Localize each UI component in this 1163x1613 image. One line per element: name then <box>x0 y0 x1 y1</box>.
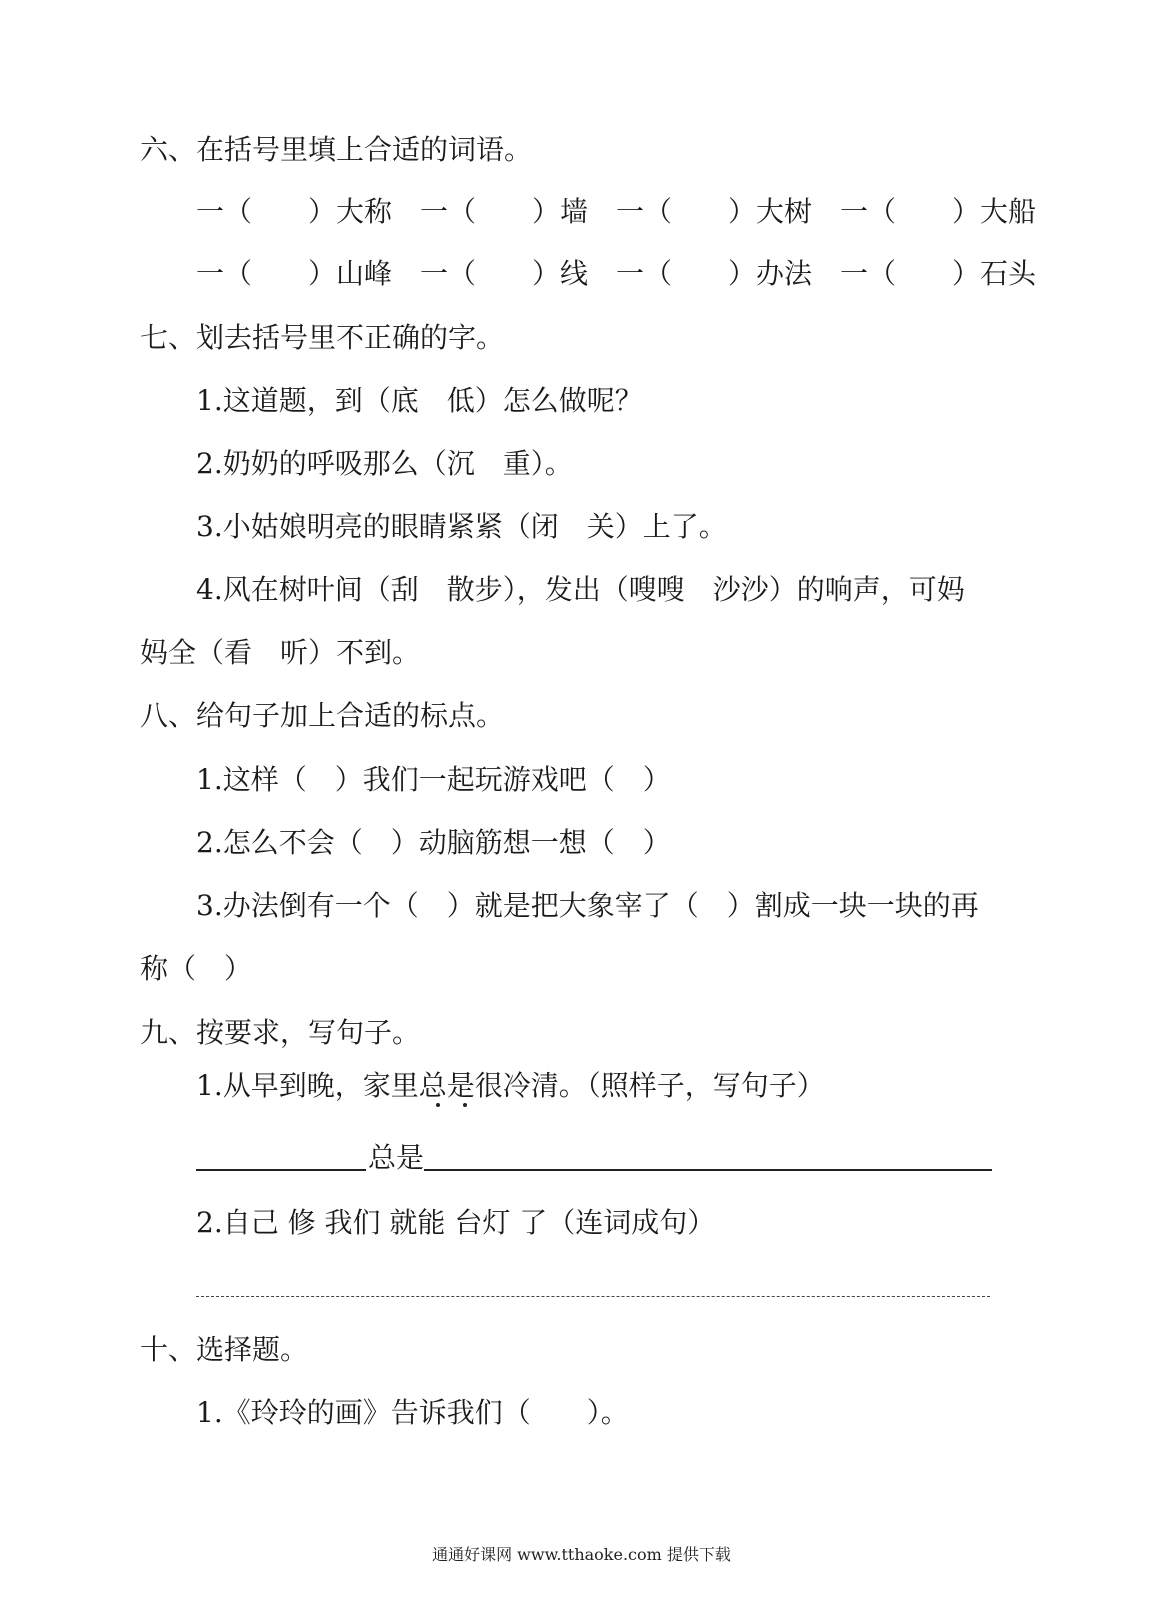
section-7-question-2: 2.奶奶的呼吸那么（沉 重）。 <box>196 447 573 480</box>
emphasis-dot <box>436 1103 440 1107</box>
section-9-title: 九、按要求，写句子。 <box>140 1016 421 1049</box>
section-7-question-3: 3.小姑娘明亮的眼睛紧紧（闭 关）上了。 <box>196 510 727 543</box>
section-8-question-1: 1.这样（ ）我们一起玩游戏吧（ ） <box>196 763 671 796</box>
section-10-title: 十、选择题。 <box>140 1333 309 1366</box>
answer-blank-left[interactable] <box>196 1169 366 1171</box>
section-7-title: 七、划去括号里不正确的字。 <box>140 321 505 354</box>
section-6-row-1: 一（ ）大称 一（ ）墙 一（ ）大树 一（ ）大船 <box>196 195 1037 228</box>
section-8-question-2: 2.怎么不会（ ）动脑筋想一想（ ） <box>196 826 671 859</box>
section-9-question-2: 2.自己 修 我们 就能 台灯 了（连词成句） <box>196 1206 716 1239</box>
section-9-question-1: 1.从早到晚，家里总是很冷清。（照样子，写句子） <box>196 1069 825 1102</box>
answer-keyword: 总是 <box>368 1141 425 1174</box>
footer-text: 通通好课网 www.tthaoke.com 提供下载 <box>432 1545 731 1564</box>
section-7-question-1: 1.这道题，到（底 低）怎么做呢？ <box>196 384 643 417</box>
section-8-question-3-line-1: 3.办法倒有一个（ ）就是把大象宰了（ ）割成一块一块的再 <box>196 889 979 922</box>
section-6-title: 六、在括号里填上合适的词语。 <box>140 133 533 166</box>
section-7-question-4-line-1: 4.风在树叶间（刮 散步），发出（嗖嗖 沙沙）的响声，可妈 <box>196 573 965 606</box>
answer-line[interactable] <box>196 1296 990 1297</box>
section-8-question-3-line-2: 称（ ） <box>140 952 253 985</box>
section-10-question-1: 1.《玲玲的画》告诉我们（ ）。 <box>196 1396 629 1429</box>
emphasis-dot <box>463 1103 467 1107</box>
section-8-title: 八、给句子加上合适的标点。 <box>140 699 505 732</box>
answer-blank-right[interactable] <box>424 1169 992 1171</box>
section-6-row-2: 一（ ）山峰 一（ ）线 一（ ）办法 一（ ）石头 <box>196 257 1037 290</box>
section-7-question-4-line-2: 妈全（看 听）不到。 <box>140 636 421 669</box>
